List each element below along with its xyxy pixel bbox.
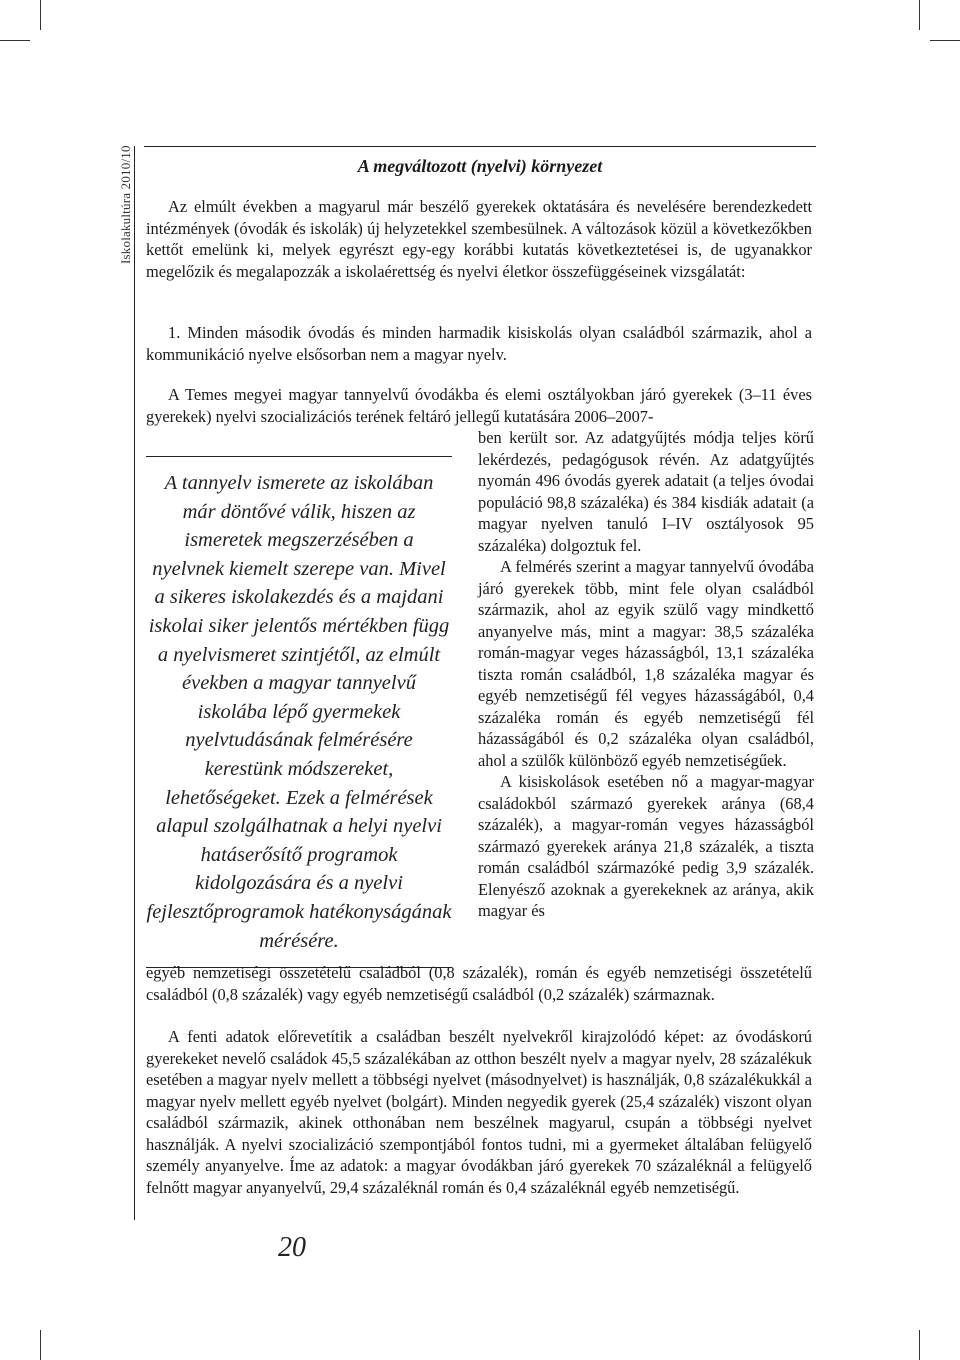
language-paragraph: A fenti adatok előrevetítik a családban beszélt nyelvekről kirajzolódó képet: az óvodáskorú gyerekeket nevelő családok 45,5 százalékában az otthon beszélt nyelv a magyar nyelv, 28 százalékuk esetében a magyar nyelv mellett a többségi nyelvet (másodnyelvet) is használják, 0,8 százalékukkál a magyar nyelv mellett egyéb nyelvet (bolgárt). Minden negyedik gyerek (25,4 százalék) viszont olyan családból származik, akinek otthonában nem beszélnek magyarul, csupán a többségi nyelvet használják. A nyelvi szocializáció szempontjából fontos tudni, mi a gyermeket általában felügyelő személy anyanyelve. Íme az adatok: a magyar óvodákban járó gyerekek 70 százaléknál a felügyelő felnőtt magyar anyanyelvű, 29,4 százaléknál román és 0,4 százaléknál egyéb nemzetiségű. xyxy=(146,1027,812,1197)
left-rule xyxy=(134,146,135,1220)
crop-mark-top-left-h xyxy=(0,40,30,41)
numbered-point: 1. Minden második óvodás és minden harmadik kisiskolás olyan családból származik, ahol a kommunikáció nyelve elsősorban nem a magyar nyelv. xyxy=(146,323,812,364)
right-column xyxy=(478,427,814,922)
crop-mark-top-left xyxy=(40,0,41,30)
section-heading: A megváltozott (nyelvi) környezet xyxy=(357,156,603,176)
running-title: Iskolakultúra 2010/10 xyxy=(118,145,133,264)
crop-mark-bottom-right xyxy=(919,1330,920,1360)
pull-quote: A tannyelv ismerete az iskolában már döntővé válik, hiszen az ismeretek megszerzésében a nyelvnek kiemelt szerepe van. Mivel a sikeres iskolakezdés és a majdani iskolai siker jelentős mértékben függ a nyelvismeret szintjétől, az elmúlt években a magyar tannyelvű iskolába lépő gyermekek nyelvtudásának felmérésére kerestünk módszereket, lehetőségeket. Ezek a felmérések alapul szolgálhatnak a helyi nyelvi hatáserősítő programok kidolgozására és a nyelvi fejlesztőprogramok hatékonyságának mérésére. xyxy=(146,456,452,968)
school-findings-column: A kisiskolások esetében nő a magyar-magyar családokból származó gyerekek aránya (68,4 százalék), a magyar-román vegyes házasságból származó gyerekek aránya 21,8 százalék, a tiszta román családból származóké pedig 3,9 százalék. Elenyésző azoknak a gyerekeknek az aránya, akik magyar és xyxy=(478,772,814,920)
kindergarten-findings: A felmérés szerint a magyar tannyelvű óvodába járó gyerekek több, mint fele olyan családból származik, ahol az egyik szülő vagy mindkettő anyanyelve más, mint a magyar: 38,5 százaléka román-magyar veges házasságból, 13,1 százaléka tiszta román családból, 1,8 százaléka magyar és egyéb nemzetiségű fél vegyes házasságából, 0,4 százaléka román és egyéb nemzetiségű fél házasságából és 0,2 százaléka olyan családból, ahol a szülők különböző egyéb nemzetiségűek. xyxy=(478,557,814,770)
top-rule xyxy=(144,146,816,147)
crop-mark-top-right xyxy=(919,0,920,30)
intro-paragraph: Az elmúlt években a magyarul már beszélő gyerekek oktatására és nevelésére berendezkedett intézmények (óvodák és iskolák) új helyzetekkel szembesülnek. A változások közül a következőkben kettőt emelünk ki, melyek egyrészt egy-egy korábbi kutatás következtetései is, de ugyanakkor megelőzik és megalapozzák a iskolaérettség és nyelvi életkor összefüggéseinek vizsgálatát: xyxy=(146,197,812,281)
page-number: 20 xyxy=(278,1232,306,1263)
study-paragraph-lead: A Temes megyei magyar tannyelvű óvodákba és elemi osztályokban járó gyerekek (3–11 éves gyerekek) nyelvi szocializációs terének feltáró jellegű kutatására 2006–2007- xyxy=(146,385,812,426)
study-paragraph-continued: ben került sor. Az adatgyűjtés módja teljes körű lekérdezés, pedagógusok révén. Az adatgyűjtés nyomán 496 óvodás gyerek adatait (a teljes óvodai populáció 98,8 százaléka) és 384 kisdiák adatait (a magyar nyelven tanuló I–IV osztályosok 95 százaléka) dolgoztuk fel. xyxy=(478,428,814,555)
school-findings-continued: egyéb nemzetiségi összetételű családból (0,8 százalék), román és egyéb nemzetiségi összetételű családból (0,8 százalék) vagy egyéb nemzetiségű családból (0,2 százalék) származnak. xyxy=(146,963,812,1004)
crop-mark-bottom-left xyxy=(40,1330,41,1360)
crop-mark-top-right-h xyxy=(930,40,960,41)
